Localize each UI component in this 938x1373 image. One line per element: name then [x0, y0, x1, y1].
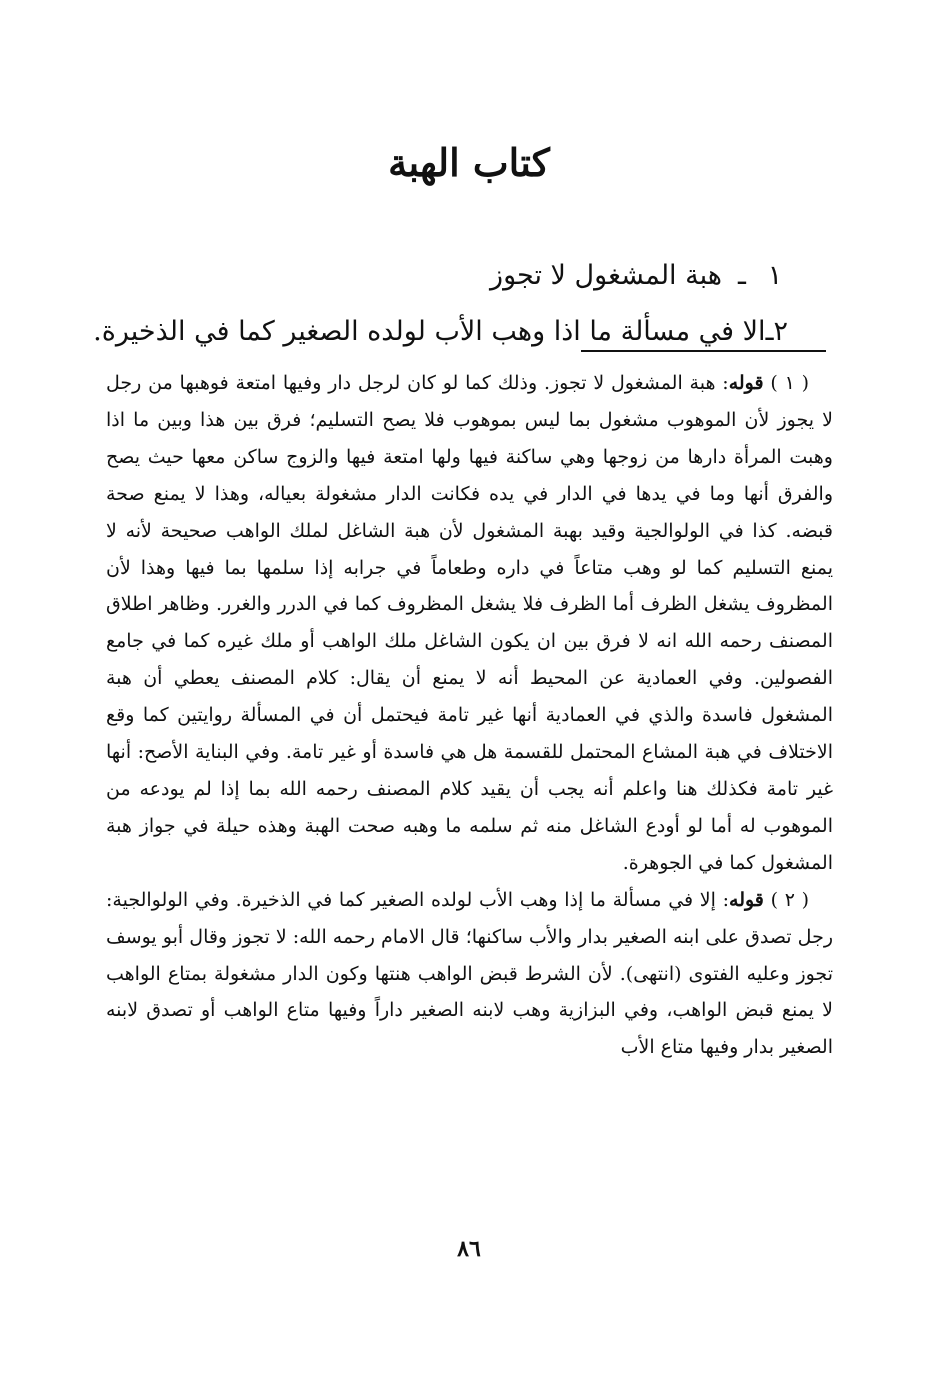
footnote-divider	[581, 350, 826, 352]
note-marker: ( ٢ )	[770, 888, 810, 911]
rule-number: ٢	[773, 316, 788, 347]
rule-text: الا في مسألة ما اذا وهب الأب لولده الصغير كما في الذخيرة.	[93, 316, 766, 347]
note-body: : هبة المشغول لا تجوز. وذلك كما لو كان لرجل دار وفيها امتعة فوهبها من رجل لا يجوز لأن الموهوب مشغول بما ليس بموهوب فلا يصح التسليم؛ فرق بين هذا وبين ما اذا وهبت المرأة دارها من زوجها وهي ساكنة فيها ولها امتعة فيها والزوج ساكن معها حيث يصح والفرق أنها وما في يدها في الدار في يده فكانت الدار مشغولة بعياله، وهذا لا يمنع صحة قبضه. كذا في الولوالجية وقيد بهبة المشغول لأن هبة الشاغل لملك الواهب صحيحة لأنه لا يمنع التسليم كما لو وهب متاعاً في داره وطعاماً في جرابه إذا سلمها بما فيها وهذا لأن المظروف يشغل الظرف أما الظرف فلا يشغل المظروف كما في الدرر والغرر. وظاهر اطلاق المصنف رحمه الله انه لا فرق بين ان يكون الشاغل ملك الواهب أو ملك غيره كما في جامع الفصولين. وفي العمادية عن المحيط أنه لا يمنع أن يقال: كلام المصنف يعطي أن هبة المشغول فاسدة والذي في العمادية أنها غير تامة فيحتمل أن في المسألة روايتين كما وقع الاختلاف في هبة المشاع المحتمل للقسمة هل هي فاسدة أو غير تامة. وفي البناية الأصح: أنها غير تامة فكذلك هنا واعلم أنه يجب أن يقيد كلام المصنف رحمه الله بما إذا لم يودعه من الموهوب له أما لو أودع الشاغل منه ثم سلمه ما وهبه صحت الهبة وهذه حيلة في جواز هبة المشغول كما في الجوهرة.	[106, 372, 833, 874]
note-head: قوله	[728, 372, 764, 394]
rules-list	[93, 248, 788, 360]
note-body: : إلا في مسألة ما إذا وهب الأب لولده الصغير كما في الذخيرة. وفي الولوالجية: رجل تصدق على ابنه الصغير بدار والأب ساكنها؛ قال الامام رحمه الله: لا تجوز وقال أبو يوسف تجوز وعليه الفتوى (انتهى). لأن الشرط قبض الواهب هنتها وكون الدار مشغولة بمتاع الواهب لا يمنع قبض الواهب، وفي البزازية وهب لابنه الصغير داراً وفيها متاع الواهب أو تصدق لابنه الصغير بدار وفيها متاع الأب	[106, 888, 833, 1059]
rule-dash: ـ	[738, 260, 746, 291]
note-head: قوله	[729, 888, 764, 911]
chapter-title: كتاب الهبة	[388, 140, 550, 185]
commentary-note	[106, 365, 833, 882]
rule-text: هبة المشغول لا تجوز	[490, 260, 722, 291]
page-number: ٨٦	[457, 1236, 481, 1262]
note-marker: ( ١ )	[770, 372, 810, 394]
rule-item	[128, 248, 788, 304]
rule-dash: ـ	[765, 316, 774, 347]
commentary	[106, 365, 833, 1066]
rule-number: ١	[767, 260, 783, 291]
commentary-note	[106, 882, 833, 1067]
